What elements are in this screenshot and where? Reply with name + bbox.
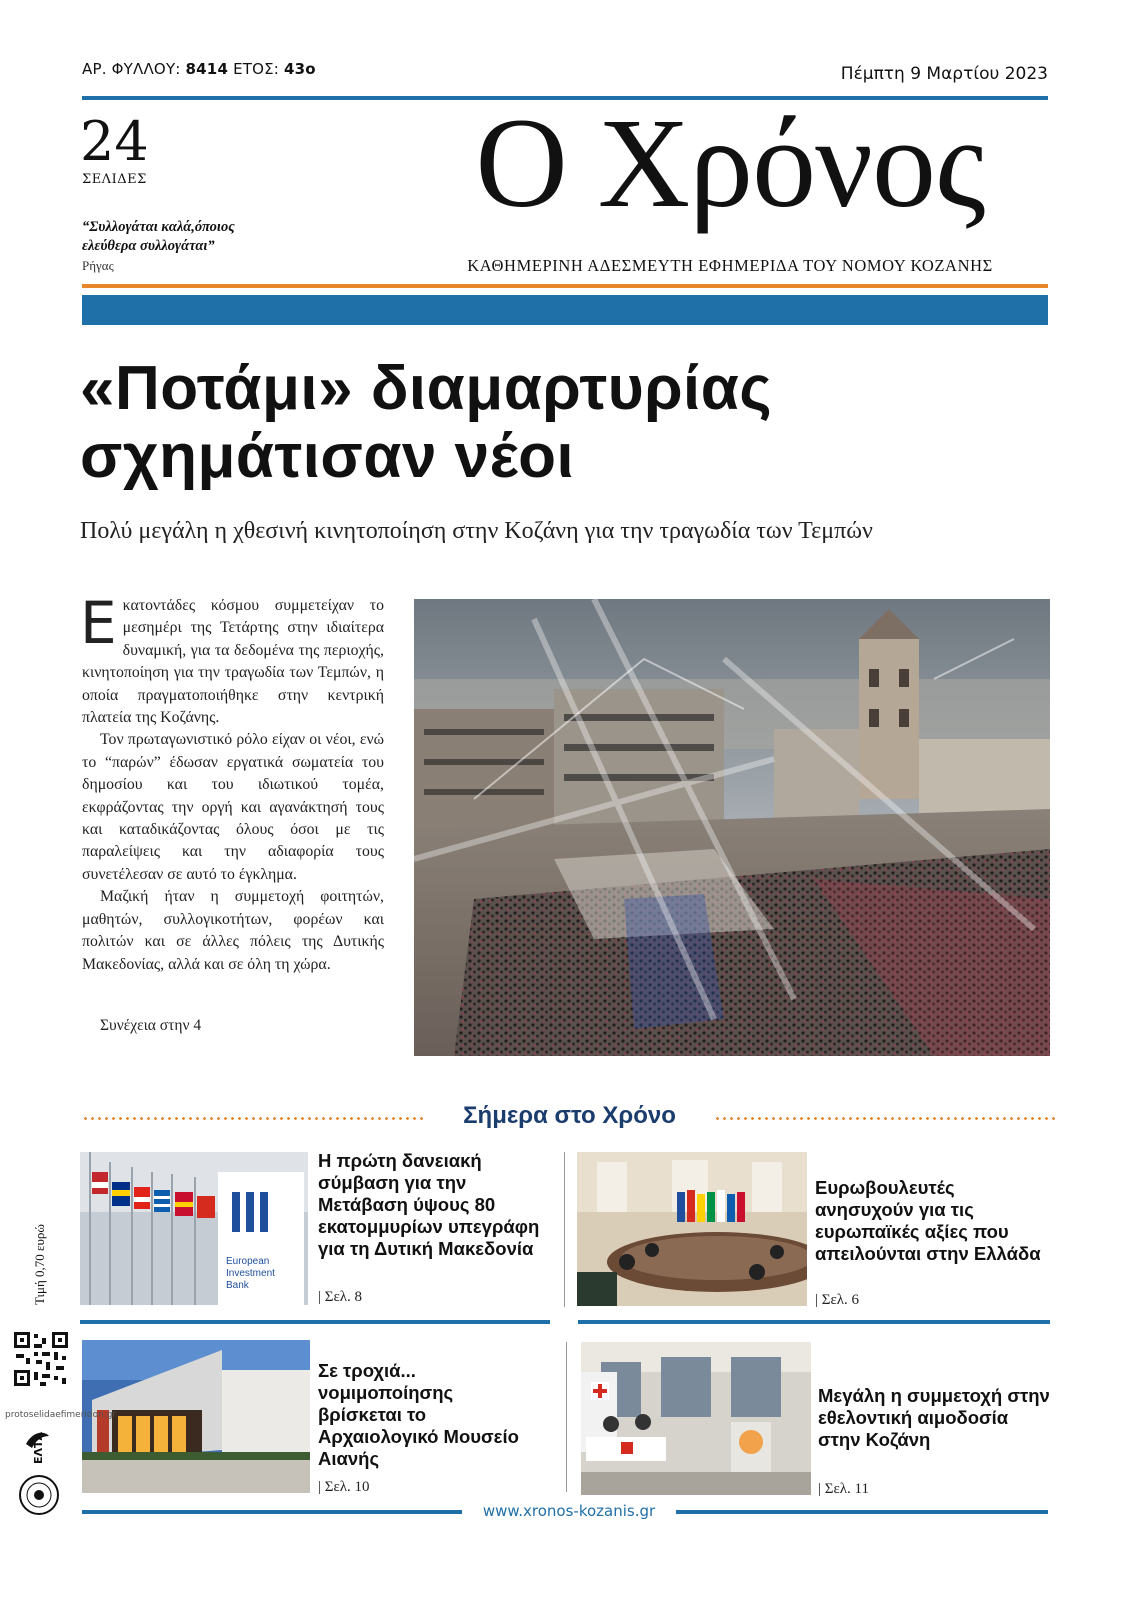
column-divider [564, 1152, 565, 1307]
publisher-seal-icon [18, 1474, 60, 1516]
dotted-rule-left [82, 1117, 427, 1120]
article-paragraph [80, 589, 384, 729]
price-label [24, 1180, 54, 1310]
story-page-ref: | Σελ. 6 [815, 1292, 860, 1308]
year-label: ΕΤΟΣ: [233, 60, 280, 78]
story-thumb-museum[interactable] [82, 1340, 310, 1493]
story-title-museum[interactable]: Σε τροχιά... νομιμοποίησης βρίσκεται το Αρχαιολογικό Μουσείο Αιανής [318, 1360, 519, 1469]
newspaper-tagline: ΚΑΘΗΜΕΡΙΝΗ ΑΔΕΣΜΕΥΤΗ ΕΦΗΜΕΡΙΔΑ ΤΟΥ ΝΟΜΟΥ ΚΟΖΑΝΗΣ [467, 256, 993, 275]
eib-sign-text-2: Investment [226, 1268, 275, 1279]
motto-line-1: “Συλλογάται καλά,όποιος [82, 219, 235, 235]
story-thumb-eib[interactable] [80, 1152, 308, 1305]
footer-rule-right [676, 1510, 1048, 1514]
continue-link[interactable]: Συνέχεια στην 4 [100, 1017, 202, 1034]
row-divider [80, 1320, 550, 1324]
qr-code-icon[interactable] [12, 1330, 70, 1388]
story-title-blood-donation[interactable]: Μεγάλη η συμμετοχή στην εθελοντική αιμοδοσία στην Κοζάνη [818, 1385, 1050, 1450]
lead-article-body [80, 589, 384, 976]
story-page-ref: | Σελ. 10 [318, 1479, 370, 1495]
elta-logo-graphic [22, 1426, 52, 1468]
elta-logo-icon [22, 1426, 52, 1468]
headline-line-2: σχημάτισαν νέοι [80, 422, 575, 491]
blood-donation-photo-illustration [581, 1342, 811, 1495]
protest-photo-illustration [414, 599, 1050, 1056]
issue-date: Πέμπτη 9 Μαρτίου 2023 [840, 64, 1048, 84]
elta-text: ΕΛΤΑ [32, 1431, 45, 1464]
meeting-photo-illustration [577, 1152, 807, 1306]
price-text: Τιμή 0,70 ευρώ [32, 1224, 47, 1305]
story-thumb-blood-donation[interactable] [581, 1342, 811, 1495]
eib-sign-text-3: Bank [226, 1280, 249, 1291]
section-today-title: Σήμερα στο Χρόνο [463, 1102, 676, 1129]
headline-line-1: «Ποτάμι» διαμαρτυρίας [80, 354, 773, 423]
story-page-ref: | Σελ. 11 [818, 1481, 869, 1497]
motto-line-2: ελεύθερα συλλογάται” [82, 238, 215, 254]
issue-label: ΑΡ. ΦΥΛΛΟΥ: [82, 60, 181, 78]
blue-band [82, 295, 1048, 325]
eib-photo-illustration [80, 1152, 308, 1305]
orange-rule [82, 284, 1048, 288]
article-paragraph: Τον πρωταγωνιστικό ρόλο είχαν οι νέοι, ενώ το “παρών” έδωσαν εργατικά σωματεία του δημοσίου και του ιδιωτικού τομέα, εκφράζοντας την οργή και αγανάκτησή τους και καταδικάζοντας όλους όσοι με τις παραλείψεις και την αδιαφορία τους συνετέλεσαν σε αυτό το έγκλημα. [82, 731, 384, 883]
motto-author: Ρήγας [82, 258, 114, 273]
lead-subheadline: Πολύ μεγάλη η χθεσινή κινητοποίηση στην Κοζάνη για την τραγωδία των Τεμπών [80, 518, 873, 544]
watermark-text: protoselidaefimeridon.gr [5, 1410, 117, 1420]
newspaper-masthead: Ο Χρόνος [475, 92, 985, 234]
row-divider [578, 1320, 1050, 1324]
story-thumb-meps[interactable] [577, 1152, 807, 1306]
qr-code-graphic [12, 1330, 70, 1388]
footer-rule-left [82, 1510, 462, 1514]
year-number: 43ο [284, 60, 316, 78]
pages-label: ΣΕΛΙΔΕΣ [82, 172, 147, 187]
lead-headline[interactable] [80, 355, 1060, 491]
drop-cap: Ε [80, 589, 117, 657]
section-today-header [82, 1100, 1057, 1136]
issue-info [82, 60, 316, 78]
paragraph-1-text: κατοντάδες κόσμου συμμετείχαν το μεσημέρι της Τετάρτης στην ιδιαίτερα δυναμική, για τα δεδομένα της περιοχής, κινητοποίηση για την τραγωδία των Τεμπών, η οποία πραγματοποιήθηκε στην κεντρική πλατεία της Κοζάνης. [82, 597, 384, 727]
website-link[interactable]: www.xronos-kozanis.gr [469, 1502, 669, 1520]
story-title-meps[interactable]: Ευρωβουλευτές ανησυχούν για τις ευρωπαϊκές αξίες που απειλούνται στην Ελλάδα [815, 1177, 1041, 1264]
lead-photo-protest-square [414, 599, 1050, 1056]
story-page-ref: | Σελ. 8 [318, 1289, 363, 1305]
seal-graphic [18, 1474, 60, 1516]
pages-count: 24 [80, 110, 149, 173]
article-paragraph: Μαζική ήταν η συμμετοχή φοιτητών, μαθητών, συλλογικοτήτων, φορέων και πολιτών και σε άλλες πόλεις της Δυτικής Μακεδονίας, αλλά και σε όλη τη χώρα. [82, 888, 384, 973]
museum-photo-illustration [82, 1340, 310, 1493]
dotted-rule-right [714, 1117, 1057, 1120]
column-divider [566, 1342, 567, 1492]
story-title-loan-agreement[interactable]: Η πρώτη δανειακή σύμβαση για την Μετάβαση ύψους 80 εκατομμυρίων υπεγράφη για τη Δυτική Μακεδονία [318, 1150, 540, 1259]
motto-quote [82, 218, 302, 256]
issue-number: 8414 [185, 60, 229, 78]
eib-sign-text-1: European [226, 1256, 270, 1267]
